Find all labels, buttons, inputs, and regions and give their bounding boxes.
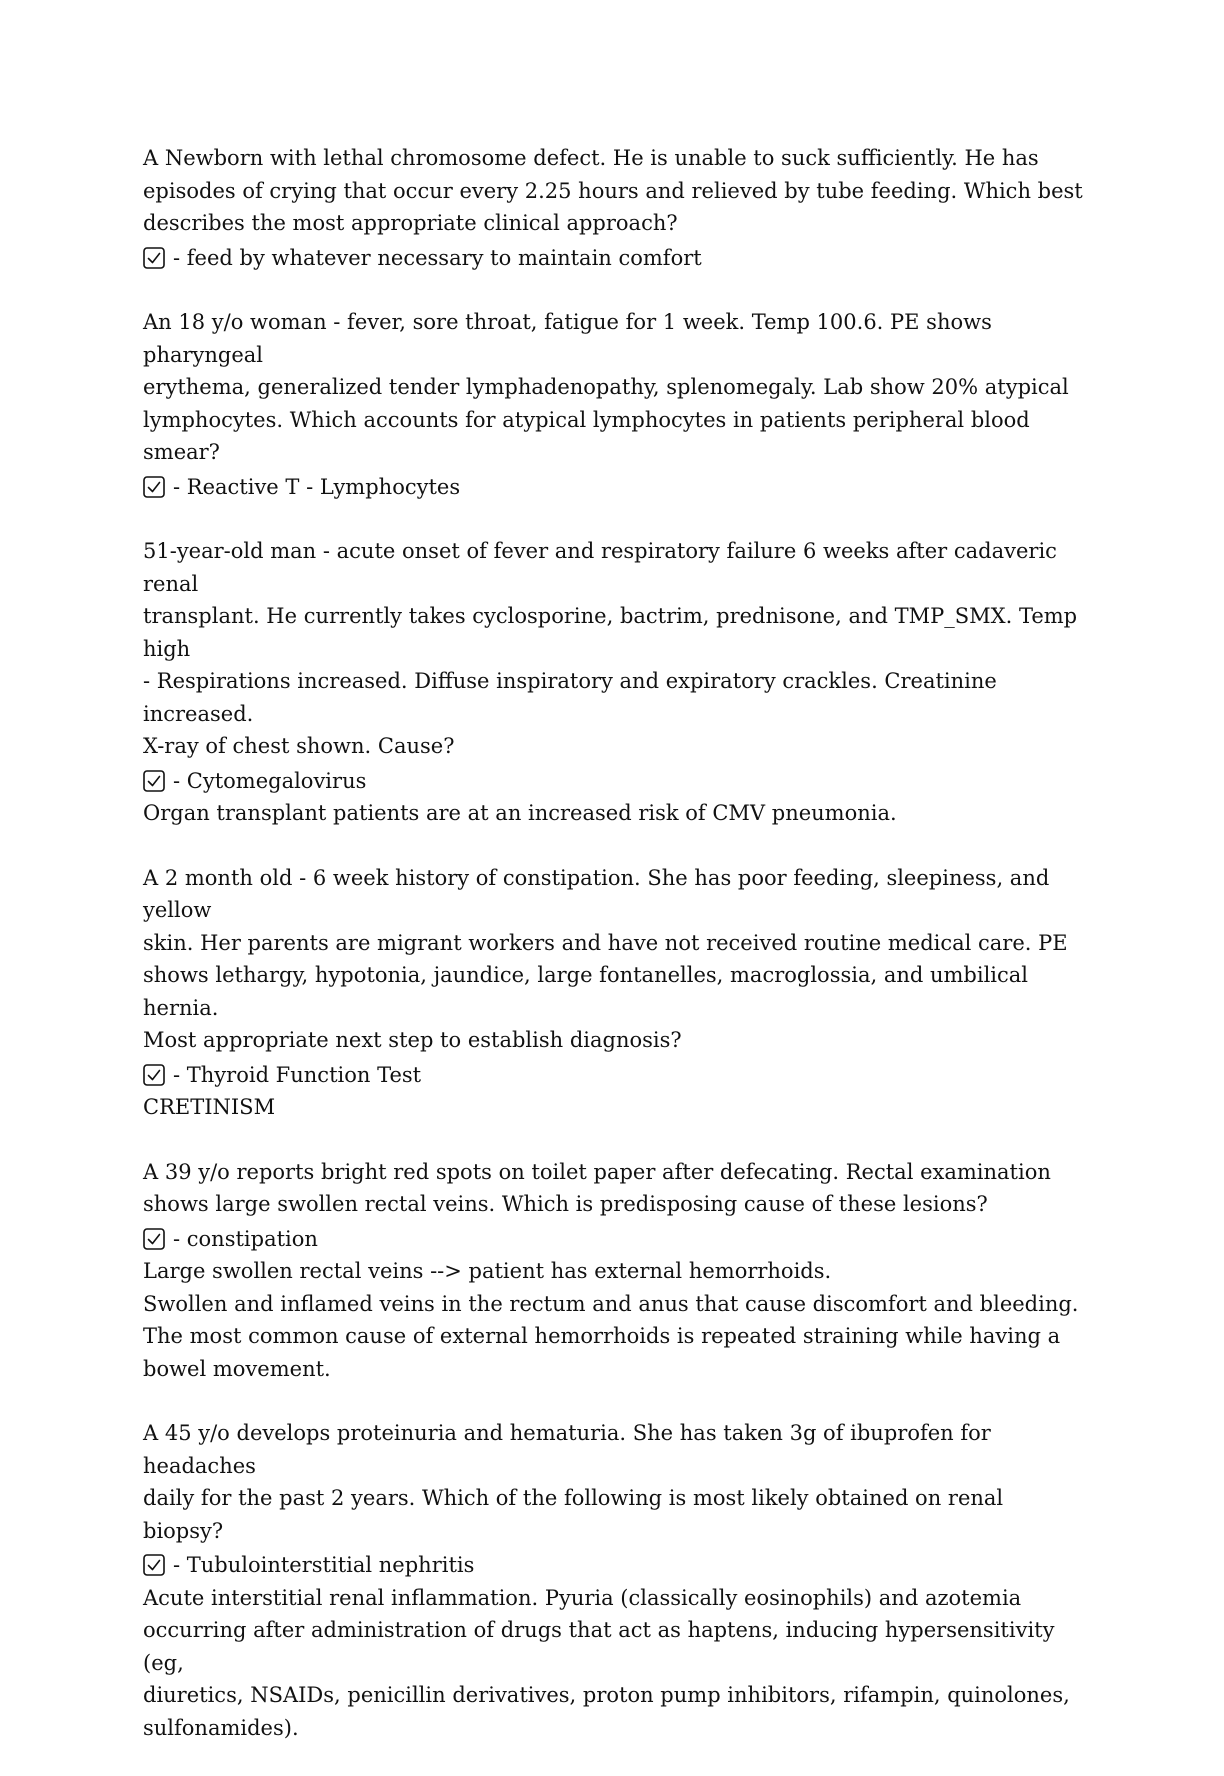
answer-text: - feed by whatever necessary to maintain comfort [173, 245, 702, 270]
explanation-text-line: Acute interstitial renal inflammation. Pyuria (classically eosinophils) and azotemia [143, 1585, 1022, 1610]
answer-text: - Tubulointerstitial nephritis [173, 1553, 475, 1577]
question-text-line: - Respirations increased. Diffuse inspiratory and expiratory crackles. Creatinine increased. [143, 669, 997, 726]
answer-text: - Thyroid Function Test [173, 1062, 422, 1087]
question-text-line: erythema, generalized tender lymphadenopathy, splenomegaly. Lab show 20% atypical [143, 375, 1069, 399]
checkbox-checked-icon [143, 476, 165, 498]
answer-row [143, 1059, 1083, 1092]
question-text-line: shows large swollen rectal veins. Which is predisposing cause of these lesions? [143, 1192, 988, 1216]
answer-row [143, 242, 1083, 275]
question-text-line: episodes of crying that occur every 2.25 hours and relieved by tube feeding. Which best [143, 178, 1083, 203]
checkbox-checked-icon [143, 1554, 165, 1576]
checkbox-checked-icon [143, 247, 165, 269]
checkbox-checked-icon [143, 1228, 165, 1250]
question-text-line: A 39 y/o reports bright red spots on toilet paper after defecating. Rectal examination [143, 1159, 1051, 1184]
answer-row [143, 471, 1083, 504]
explanation-text-line: bowel movement. [143, 1356, 331, 1381]
answer-text: - constipation [173, 1226, 318, 1251]
question-block [143, 535, 1083, 830]
question-text-line: shows lethargy, hypotonia, jaundice, large fontanelles, macroglossia, and umbilical hernia. [143, 963, 1029, 1020]
question-block [143, 862, 1083, 1124]
question-block [143, 1417, 1083, 1744]
explanation-text-line: diuretics, NSAIDs, penicillin derivatives, proton pump inhibitors, rifampin, quinolones, [143, 1683, 1070, 1707]
document-page [143, 142, 1083, 1776]
explanation-text-line: Large swollen rectal veins --> patient has external hemorrhoids. [143, 1259, 832, 1283]
checkbox-checked-icon [143, 1064, 165, 1086]
question-text-line: daily for the past 2 years. Which of the following is most likely obtained on renal biopsy? [143, 1486, 1004, 1543]
question-text-line: Most appropriate next step to establish diagnosis? [143, 1028, 682, 1052]
explanation-text-line: occurring after administration of drugs that act as haptens, inducing hypersensitivity (eg, [143, 1618, 1055, 1675]
answer-text: - Reactive T - Lymphocytes [173, 474, 461, 499]
checkbox-checked-icon [143, 770, 165, 792]
question-block [143, 142, 1083, 274]
answer-text: - Cytomegalovirus [173, 768, 367, 793]
question-block [143, 306, 1083, 503]
answer-row [143, 765, 1083, 798]
question-text-line: 51-year-old man - acute onset of fever and respiratory failure 6 weeks after cadaveric renal [143, 539, 1057, 596]
question-text-line: A 2 month old - 6 week history of constipation. She has poor feeding, sleepiness, and yellow [143, 865, 1050, 922]
explanation-text-line: sulfonamides). [143, 1715, 299, 1740]
explanation-text-line: Swollen and inflamed veins in the rectum and anus that cause discomfort and bleeding. [143, 1291, 1079, 1316]
question-block [143, 1156, 1083, 1386]
explanation-text-line: Organ transplant patients are at an increased risk of CMV pneumonia. [143, 801, 897, 825]
answer-row [143, 1223, 1083, 1256]
question-text-line: A Newborn with lethal chromosome defect. He is unable to suck sufficiently. He has [143, 146, 1039, 170]
question-text-line: transplant. He currently takes cyclosporine, bactrim, prednisone, and TMP_SMX. Temp high [143, 604, 1078, 661]
question-text-line: A 45 y/o develops proteinuria and hematuria. She has taken 3g of ibuprofen for headaches [143, 1421, 991, 1478]
question-text-line: X-ray of chest shown. Cause? [143, 734, 455, 758]
question-text-line: describes the most appropriate clinical approach? [143, 211, 678, 235]
explanation-text-line: CRETINISM [143, 1095, 276, 1119]
question-text-line: skin. Her parents are migrant workers and have not received routine medical care. PE [143, 930, 1068, 955]
question-text-line: An 18 y/o woman - fever, sore throat, fatigue for 1 week. Temp 100.6. PE shows pharyngeal [143, 310, 992, 367]
explanation-text-line: The most common cause of external hemorrhoids is repeated straining while having a [143, 1324, 1061, 1348]
answer-row [143, 1549, 1083, 1582]
question-text-line: lymphocytes. Which accounts for atypical lymphocytes in patients peripheral blood smear? [143, 407, 1030, 464]
